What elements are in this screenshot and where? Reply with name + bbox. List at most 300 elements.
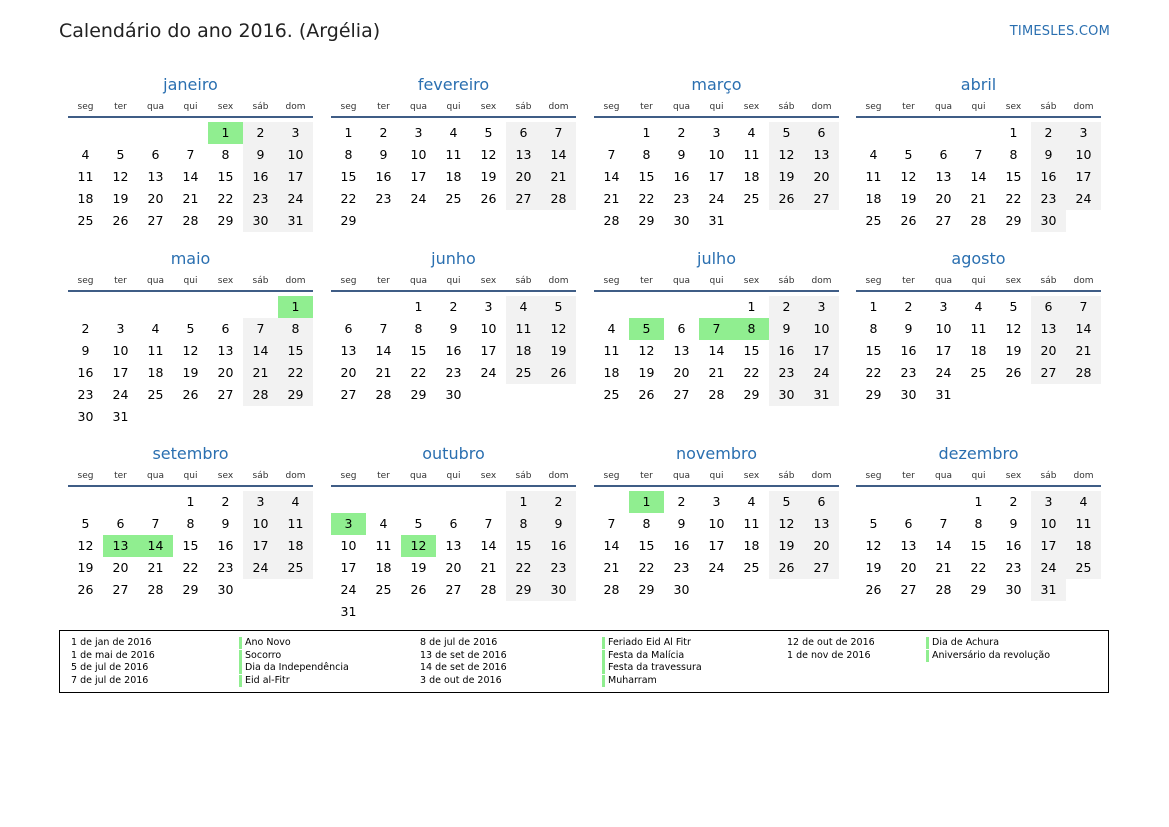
day-cell: 9 [81, 343, 90, 358]
day-cell: 22 [506, 557, 541, 579]
day-cell: 14 [138, 535, 173, 557]
day-cell: 1 [186, 494, 195, 509]
day-cell: 21 [182, 191, 199, 206]
legend-holiday-name: Dia de Achura [926, 637, 999, 649]
day-cell: 26 [865, 582, 882, 597]
day-cell: 8 [734, 318, 769, 340]
weekday-label: qui [183, 471, 198, 481]
day-cell: 8 [869, 321, 878, 336]
month-divider [856, 485, 1101, 487]
month-divider [68, 485, 313, 487]
empty-cell [68, 491, 103, 513]
day-cell: 6 [804, 122, 839, 144]
day-cell: 2 [81, 321, 90, 336]
weekday-label: dom [548, 102, 569, 112]
week-row [594, 557, 839, 579]
day-cell: 4 [607, 321, 616, 336]
day-cell: 16 [673, 169, 690, 184]
week-row [331, 491, 576, 513]
day-cell: 8 [344, 147, 353, 162]
empty-cell [541, 210, 576, 232]
empty-cell [278, 579, 313, 601]
weekday-label: ter [902, 276, 915, 286]
day-cell: 25 [77, 213, 94, 228]
day-cell: 8 [642, 147, 651, 162]
weekday-label: seg [603, 471, 620, 481]
day-cell: 28 [541, 188, 576, 210]
weekday-label: dom [811, 102, 832, 112]
day-cell: 17 [1066, 166, 1101, 188]
day-cell: 20 [804, 535, 839, 557]
weekday-label: ter [114, 102, 127, 112]
week-row [68, 340, 313, 362]
day-cell: 12 [401, 535, 436, 557]
empty-cell [891, 122, 926, 144]
weekday-label: ter [114, 471, 127, 481]
day-cell: 1 [506, 491, 541, 513]
day-cell: 22 [970, 560, 987, 575]
day-cell: 5 [116, 147, 125, 162]
day-cell: 12 [1005, 321, 1022, 336]
day-cell: 27 [673, 387, 690, 402]
day-cell: 21 [1066, 340, 1101, 362]
brand-link[interactable]: TIMESLES.COM [1009, 24, 1110, 39]
day-cell: 20 [112, 560, 129, 575]
day-cell: 8 [414, 321, 423, 336]
week-row [68, 579, 313, 601]
weekday-label: sex [1005, 471, 1022, 481]
day-cell: 8 [506, 513, 541, 535]
day-cell: 2 [904, 299, 913, 314]
day-cell: 14 [182, 169, 199, 184]
day-cell: 22 [865, 365, 882, 380]
weekday-label: qui [971, 471, 986, 481]
week-row [68, 406, 313, 428]
weekday-header [594, 98, 839, 116]
weekday-label: sex [480, 276, 497, 286]
day-cell: 14 [541, 144, 576, 166]
week-row [594, 210, 839, 232]
empty-cell [471, 601, 506, 623]
day-cell: 26 [541, 362, 576, 384]
day-cell: 28 [935, 582, 952, 597]
day-cell: 1 [344, 125, 353, 140]
day-cell: 22 [1005, 191, 1022, 206]
day-cell: 11 [970, 321, 987, 336]
day-cell: 16 [1005, 538, 1022, 553]
legend-holiday-name: Eid al-Fitr [239, 675, 290, 687]
empty-cell [629, 296, 664, 318]
day-cell: 19 [182, 365, 199, 380]
legend-holiday-name: Dia da Independência [239, 662, 349, 674]
weekday-label: dom [1073, 102, 1094, 112]
day-cell: 13 [217, 343, 234, 358]
weekday-label: sáb [515, 471, 532, 481]
month-name: dezembro [938, 444, 1019, 463]
weekday-label: dom [1073, 276, 1094, 286]
day-cell: 13 [900, 538, 917, 553]
day-cell: 18 [743, 169, 760, 184]
empty-cell [138, 406, 173, 428]
month-name: junho [431, 249, 476, 268]
day-cell: 11 [1066, 513, 1101, 535]
month-name: outubro [422, 444, 485, 463]
weekday-label: qui [183, 276, 198, 286]
day-cell: 25 [147, 387, 164, 402]
empty-cell [699, 296, 734, 318]
empty-cell [68, 122, 103, 144]
day-cell: 19 [1005, 343, 1022, 358]
day-cell: 1 [747, 299, 756, 314]
day-cell: 26 [182, 387, 199, 402]
week-row [594, 318, 839, 340]
day-cell: 4 [506, 296, 541, 318]
weekday-label: ter [640, 102, 653, 112]
day-cell: 30 [900, 387, 917, 402]
empty-cell [1066, 579, 1101, 601]
weekday-header [331, 272, 576, 290]
empty-cell [541, 601, 576, 623]
day-cell: 27 [804, 188, 839, 210]
day-cell: 25 [445, 191, 462, 206]
month-name: abril [960, 75, 997, 94]
day-cell: 14 [970, 169, 987, 184]
week-row [856, 166, 1101, 188]
week-row [594, 535, 839, 557]
week-row [594, 144, 839, 166]
week-row [331, 362, 576, 384]
week-row [856, 188, 1101, 210]
day-cell: 12 [638, 343, 655, 358]
day-cell: 4 [81, 147, 90, 162]
day-cell: 19 [77, 560, 94, 575]
empty-cell [436, 601, 471, 623]
empty-cell [208, 406, 243, 428]
empty-cell [594, 122, 629, 144]
week-row [594, 122, 839, 144]
day-cell: 9 [1031, 144, 1066, 166]
day-cell: 11 [743, 516, 760, 531]
day-cell: 13 [804, 144, 839, 166]
empty-cell [804, 579, 839, 601]
weekday-label: ter [377, 102, 390, 112]
week-row [68, 296, 313, 318]
empty-cell [138, 296, 173, 318]
page-title: Calendário do ano 2016. (Argélia) [59, 20, 381, 42]
empty-cell [173, 122, 208, 144]
day-cell: 7 [541, 122, 576, 144]
month-janeiro [68, 72, 313, 232]
day-cell: 20 [445, 560, 462, 575]
day-cell: 16 [769, 340, 804, 362]
weekday-label: qua [673, 102, 690, 112]
empty-cell [594, 296, 629, 318]
day-cell: 15 [1005, 169, 1022, 184]
day-cell: 20 [340, 365, 357, 380]
day-cell: 21 [375, 365, 392, 380]
day-cell: 16 [445, 343, 462, 358]
weekday-label: sex [217, 471, 234, 481]
day-cell: 9 [904, 321, 913, 336]
day-cell: 15 [638, 538, 655, 553]
empty-cell [173, 406, 208, 428]
month-setembro [68, 441, 313, 601]
week-row [331, 535, 576, 557]
empty-cell [506, 384, 541, 406]
empty-cell [769, 579, 804, 601]
weekday-label: sáb [252, 102, 269, 112]
day-cell: 3 [278, 122, 313, 144]
weekday-label: qui [709, 102, 724, 112]
day-cell: 26 [77, 582, 94, 597]
empty-cell [926, 491, 961, 513]
day-cell: 16 [375, 169, 392, 184]
day-cell: 15 [410, 343, 427, 358]
day-cell: 18 [147, 365, 164, 380]
day-cell: 18 [603, 365, 620, 380]
weekday-label: dom [811, 276, 832, 286]
day-cell: 28 [1066, 362, 1101, 384]
day-cell: 21 [603, 560, 620, 575]
week-row [856, 535, 1101, 557]
empty-cell [68, 296, 103, 318]
weekday-label: sáb [1040, 276, 1057, 286]
day-cell: 14 [480, 538, 497, 553]
month-divider [331, 116, 576, 118]
month-name: setembro [152, 444, 229, 463]
weekday-label: sex [1005, 276, 1022, 286]
day-cell: 23 [77, 387, 94, 402]
day-cell: 8 [221, 147, 230, 162]
day-cell: 11 [603, 343, 620, 358]
weekday-label: seg [865, 471, 882, 481]
day-cell: 31 [112, 409, 129, 424]
week-row [594, 188, 839, 210]
day-cell: 14 [375, 343, 392, 358]
day-cell: 5 [1009, 299, 1018, 314]
empty-cell [664, 296, 699, 318]
day-cell: 28 [970, 213, 987, 228]
day-cell: 4 [974, 299, 983, 314]
weekday-label: seg [603, 102, 620, 112]
empty-cell [436, 210, 471, 232]
weekday-label: qua [673, 471, 690, 481]
day-cell: 7 [607, 147, 616, 162]
day-cell: 8 [642, 516, 651, 531]
weekday-label: qua [935, 102, 952, 112]
weekday-label: qua [147, 471, 164, 481]
week-row [331, 579, 576, 601]
day-cell: 3 [414, 125, 423, 140]
day-cell: 28 [182, 213, 199, 228]
day-cell: 31 [1031, 579, 1066, 601]
empty-cell [208, 296, 243, 318]
week-row [594, 513, 839, 535]
day-cell: 29 [865, 387, 882, 402]
day-cell: 29 [638, 213, 655, 228]
day-cell: 19 [900, 191, 917, 206]
empty-cell [471, 210, 506, 232]
empty-cell [436, 491, 471, 513]
legend-date: 8 de jul de 2016 [420, 637, 498, 648]
day-cell: 26 [769, 188, 804, 210]
week-row [856, 513, 1101, 535]
legend-date: 1 de nov de 2016 [787, 649, 871, 661]
day-cell: 3 [331, 513, 366, 535]
weekday-label: sex [480, 102, 497, 112]
day-cell: 5 [414, 516, 423, 531]
day-cell: 31 [708, 213, 725, 228]
empty-cell [331, 491, 366, 513]
day-cell: 13 [506, 144, 541, 166]
empty-cell [961, 122, 996, 144]
week-row [68, 318, 313, 340]
day-cell: 13 [673, 343, 690, 358]
week-row [856, 579, 1101, 601]
day-cell: 17 [340, 560, 357, 575]
weekday-header [856, 98, 1101, 116]
weekday-label: qua [935, 471, 952, 481]
day-cell: 2 [449, 299, 458, 314]
weekday-label: seg [77, 471, 94, 481]
day-cell: 20 [217, 365, 234, 380]
empty-cell [401, 601, 436, 623]
day-cell: 29 [970, 582, 987, 597]
day-cell: 1 [642, 125, 651, 140]
day-cell: 25 [506, 362, 541, 384]
day-cell: 10 [340, 538, 357, 553]
day-cell: 12 [182, 343, 199, 358]
day-cell: 6 [506, 122, 541, 144]
day-cell: 10 [804, 318, 839, 340]
legend-holiday-name: Socorro [239, 650, 281, 662]
day-cell: 3 [484, 299, 493, 314]
day-cell: 30 [1031, 210, 1066, 232]
day-cell: 2 [677, 125, 686, 140]
day-cell: 23 [673, 191, 690, 206]
empty-cell [138, 491, 173, 513]
month-junho [331, 246, 576, 406]
day-cell: 8 [974, 516, 983, 531]
weekday-label: dom [548, 471, 569, 481]
empty-cell [734, 210, 769, 232]
day-cell: 7 [484, 516, 493, 531]
month-name: maio [170, 249, 211, 268]
legend-date: 5 de jul de 2016 [71, 662, 149, 673]
day-cell: 28 [603, 582, 620, 597]
empty-cell [331, 296, 366, 318]
week-row [68, 122, 313, 144]
day-cell: 6 [116, 516, 125, 531]
weekday-label: qua [410, 276, 427, 286]
month-divider [594, 116, 839, 118]
weekday-label: sex [480, 471, 497, 481]
week-row [331, 557, 576, 579]
day-cell: 27 [1031, 362, 1066, 384]
day-cell: 14 [708, 343, 725, 358]
empty-cell [103, 296, 138, 318]
day-cell: 6 [677, 321, 686, 336]
weekday-label: qui [446, 276, 461, 286]
weekday-label: dom [1073, 471, 1094, 481]
day-cell: 17 [410, 169, 427, 184]
month-divider [856, 116, 1101, 118]
day-cell: 10 [1066, 144, 1101, 166]
empty-cell [103, 122, 138, 144]
day-cell: 24 [1031, 557, 1066, 579]
legend-date: 1 de mai de 2016 [71, 649, 155, 661]
day-cell: 18 [375, 560, 392, 575]
day-cell: 6 [804, 491, 839, 513]
weekday-label: qua [147, 276, 164, 286]
day-cell: 18 [1066, 535, 1101, 557]
day-cell: 24 [112, 387, 129, 402]
month-divider [68, 116, 313, 118]
day-cell: 21 [708, 365, 725, 380]
day-cell: 31 [340, 604, 357, 619]
weekday-label: seg [77, 276, 94, 286]
day-cell: 25 [375, 582, 392, 597]
day-cell: 25 [865, 213, 882, 228]
day-cell: 3 [1031, 491, 1066, 513]
day-cell: 4 [449, 125, 458, 140]
day-cell: 6 [939, 147, 948, 162]
day-cell: 29 [278, 384, 313, 406]
day-cell: 21 [935, 560, 952, 575]
day-cell: 30 [769, 384, 804, 406]
month-dezembro [856, 441, 1101, 601]
week-row [594, 579, 839, 601]
day-cell: 2 [1031, 122, 1066, 144]
day-cell: 12 [769, 513, 804, 535]
weekday-label: qui [446, 471, 461, 481]
weekday-label: dom [285, 102, 306, 112]
day-cell: 1 [208, 122, 243, 144]
month-name: janeiro [163, 75, 218, 94]
day-cell: 12 [769, 144, 804, 166]
day-cell: 23 [673, 560, 690, 575]
day-cell: 2 [677, 494, 686, 509]
day-cell: 19 [112, 191, 129, 206]
day-cell: 15 [865, 343, 882, 358]
day-cell: 19 [638, 365, 655, 380]
week-row [594, 362, 839, 384]
day-cell: 19 [541, 340, 576, 362]
week-row [68, 166, 313, 188]
day-cell: 6 [151, 147, 160, 162]
empty-cell [699, 579, 734, 601]
day-cell: 17 [112, 365, 129, 380]
day-cell: 5 [769, 122, 804, 144]
day-cell: 23 [1005, 560, 1022, 575]
day-cell: 3 [712, 125, 721, 140]
day-cell: 5 [186, 321, 195, 336]
day-cell: 11 [375, 538, 392, 553]
day-cell: 23 [541, 557, 576, 579]
weekday-header [856, 467, 1101, 485]
day-cell: 21 [603, 191, 620, 206]
day-cell: 22 [638, 560, 655, 575]
day-cell: 1 [414, 299, 423, 314]
day-cell: 15 [217, 169, 234, 184]
day-cell: 17 [243, 535, 278, 557]
day-cell: 27 [506, 188, 541, 210]
weekday-label: sáb [252, 276, 269, 286]
day-cell: 16 [1031, 166, 1066, 188]
day-cell: 12 [77, 538, 94, 553]
month-divider [594, 485, 839, 487]
day-cell: 19 [480, 169, 497, 184]
